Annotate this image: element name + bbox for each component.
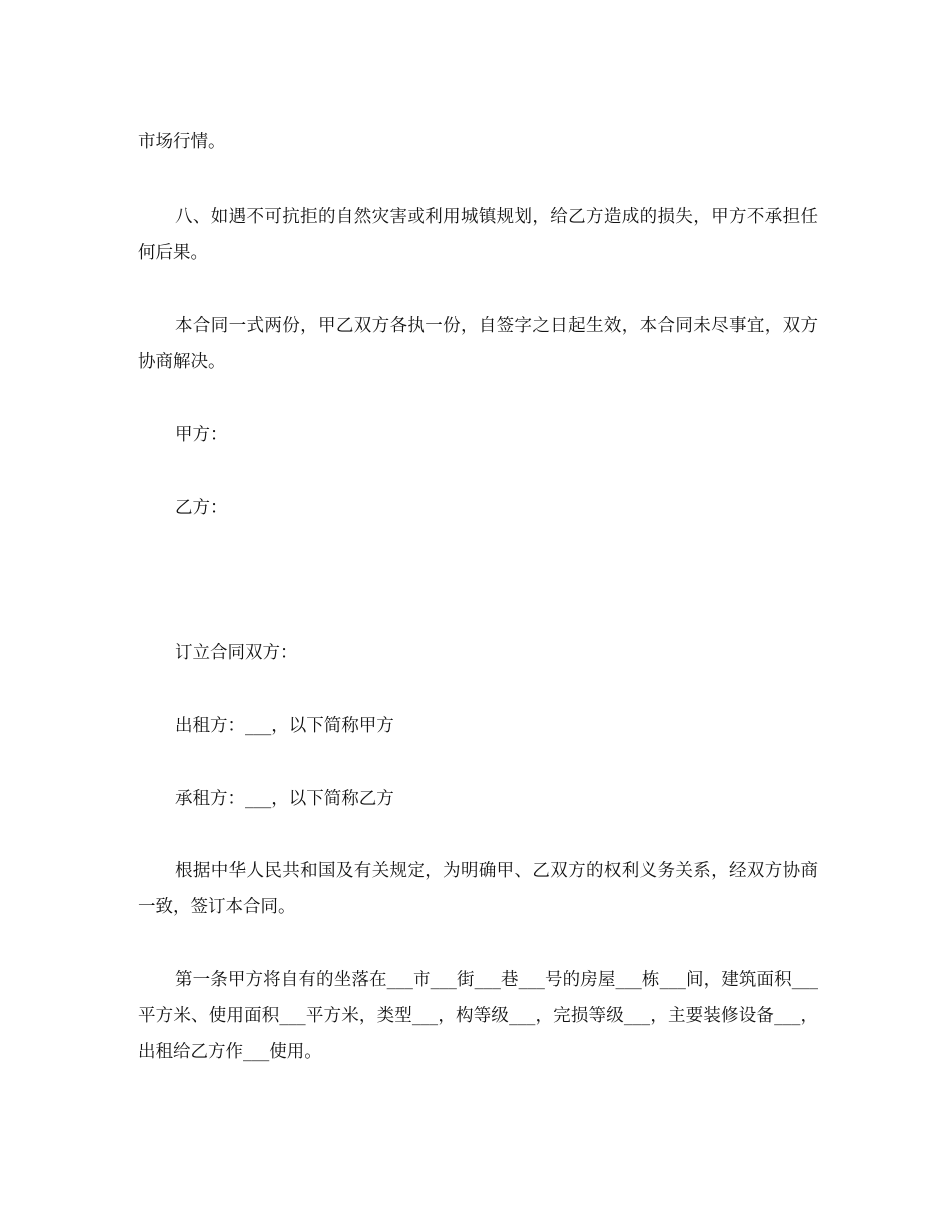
paragraph-clause-eight: 八、如遇不可抗拒的自然灾害或利用城镇规划，给乙方造成的损失，甲方不承担任何后果。	[138, 207, 818, 263]
contract-parties-heading: 订立合同双方：	[175, 643, 298, 663]
paragraph-market-conditions: 市场行情。	[138, 132, 226, 152]
lessor-line: 出租方：___，以下简称甲方	[175, 716, 394, 736]
paragraph-article-one: 第一条甲方将自有的坐落在___市___街___巷___号的房屋___栋___间，建筑面积___平方米、使用面积___平方米，类型___，构等级___，完损等级___，主要装修设备___，出租给乙方作___使用。	[138, 970, 818, 1062]
paragraph-legal-basis: 根据中华人民共和国及有关规定，为明确甲、乙双方的权利义务关系，经双方协商一致，签订本合同。	[138, 861, 818, 917]
lessee-line: 承租方：___，以下简称乙方	[175, 789, 394, 809]
party-a-signature-line: 甲方：	[175, 425, 228, 445]
paragraph-contract-copies: 本合同一式两份，甲乙双方各执一份，自签字之日起生效，本合同未尽事宜，双方协商解决。	[138, 316, 818, 372]
party-b-signature-line: 乙方：	[175, 498, 228, 518]
